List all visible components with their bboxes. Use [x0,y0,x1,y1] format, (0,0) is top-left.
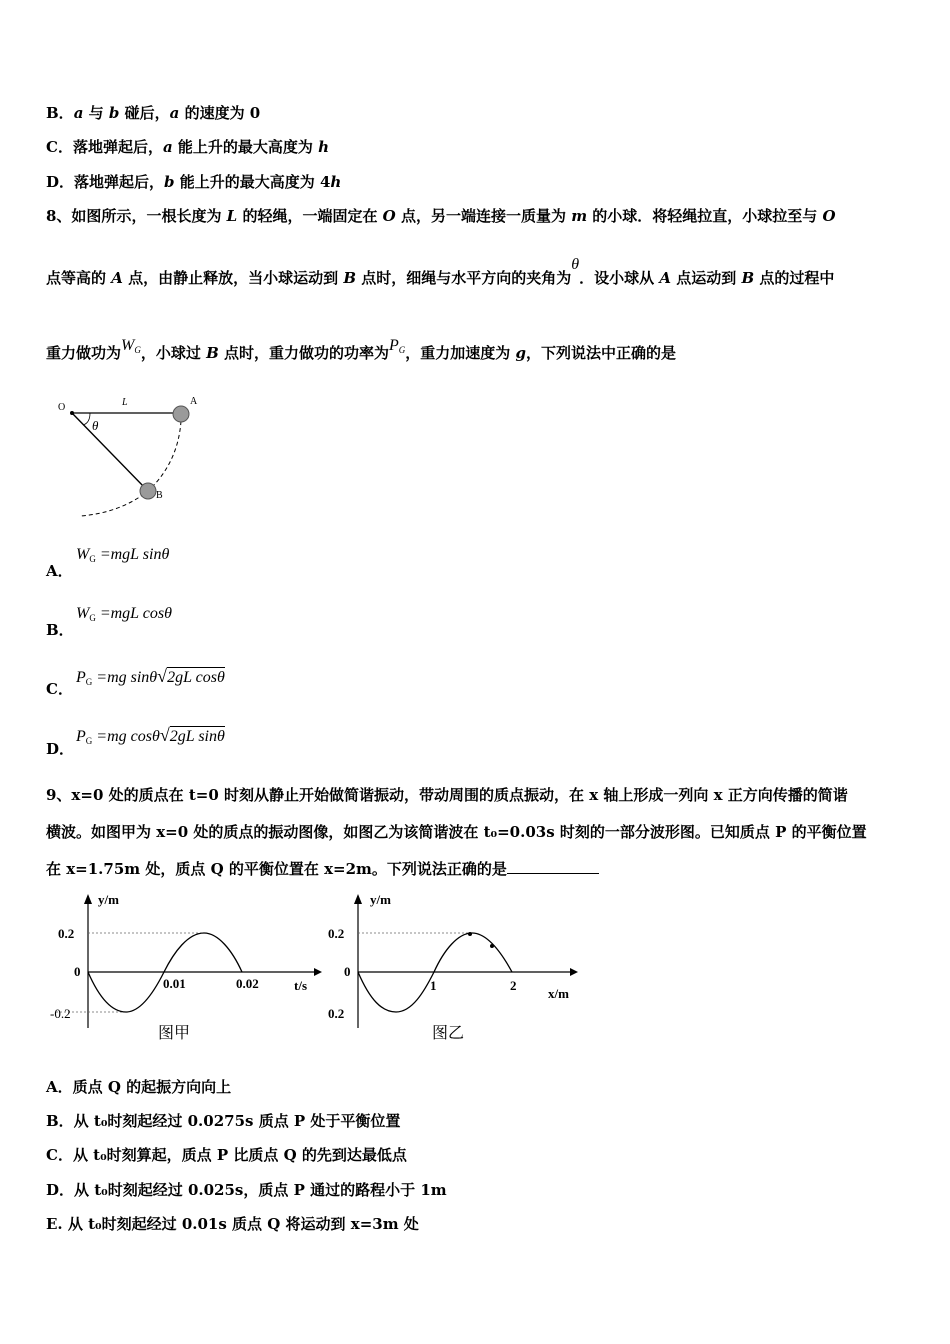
arc-trajectory [80,421,181,516]
pg-symbol: $P_G$ [389,337,406,355]
graph-yi [322,888,592,1048]
q7-option-b: B．a 与 b 碰后，a 的速度为 0 [46,104,261,122]
yi-y-bottom: 0.2 [328,1006,345,1021]
yi-x2: 2 [510,978,517,993]
jia-y-zero: 0 [74,964,81,979]
label-a: A [190,396,198,407]
graph-jia [46,888,336,1048]
jia-y-bottom: -0.2 [50,1006,71,1021]
jia-x1: 0.01 [163,976,186,991]
q9-option-e: E. 从 t₀时刻起经过 0.01s 质点 Q 将运动到 x=3m 处 [46,1215,419,1233]
jia-ylabel: y/m [98,892,119,907]
q9-option-d: D．从 t₀时刻起经过 0.025s，质点 P 通过的路程小于 1m [46,1181,447,1199]
wg-symbol: $W_G$ [121,337,141,355]
q8-stem-line3: 重力做功为$W_G$，小球过 B 点时，重力做功的功率为$P_G$，重力加速度为 g，下列说法中正确的是 [46,337,677,362]
point-p [468,932,472,936]
q8-option-a-formula: $W_G =mgL$ sinθ [76,546,170,564]
jia-xlabel: t/s [294,978,307,993]
q8-option-b-formula: $W_G =mgL$ cosθ [76,605,172,623]
q8-option-b-label: B． [46,621,74,639]
point-q [490,944,494,948]
yi-caption: 图乙 [432,1025,465,1042]
label-b: B [156,490,163,501]
q8-option-d-formula: $P_G =mg$ cosθ√2gL sinθ [76,725,225,746]
q9-option-c: C．从 t₀时刻算起，质点 P 比质点 Q 的先到达最低点 [46,1146,407,1164]
yi-y-zero: 0 [344,964,351,979]
answer-blank[interactable] [507,861,599,874]
y-axis-arrow [84,894,92,904]
ball-b [140,483,156,499]
pivot-point-o [70,411,74,415]
q8-option-c-formula: $P_G =mg$ sinθ√2gL cosθ [76,666,225,687]
label-theta: θ [92,418,99,433]
q7-option-c: C．落地弹起后，a 能上升的最大高度为 h [46,138,330,156]
jia-y-top: 0.2 [58,926,75,941]
t-axis-arrow [314,968,322,976]
q8-option-d-label: D． [46,740,75,758]
q7-option-d: D．落地弹起后，b 能上升的最大高度为 4h [46,173,342,191]
ball-a [173,406,189,422]
y-axis-arrow [354,894,362,904]
jia-caption: 图甲 [158,1025,191,1042]
yi-xlabel: x/m [548,986,569,1001]
yi-x1: 1 [430,978,437,993]
q8-stem-line1: 8、如图所示，一根长度为 L 的轻绳，一端固定在 O 点，另一端连接一质量为 m 的小球．将轻绳拉直，小球拉至与 O [46,207,836,225]
q8-option-c-label: C． [46,680,73,698]
yi-ylabel: y/m [370,892,391,907]
x-axis-arrow [570,968,578,976]
jia-x2: 0.02 [236,976,259,991]
angle-arc [83,413,90,425]
q8-stem-line2: 点等高的 A 点，由静止释放，当小球运动到 B 点时，细绳与水平方向的夹角为θ．设小球从 A 点运动到 B 点的过程中 [46,256,835,287]
label-l: L [122,397,128,408]
q9-stem-line2: 横波。如图甲为 x=0 处的质点的振动图像，如图乙为该简谐波在 t₀=0.03s 时刻的一部分波形图。已知质点 P 的平衡位置 [46,823,867,841]
q9-option-b: B．从 t₀时刻起经过 0.0275s 质点 P 处于平衡位置 [46,1112,401,1130]
q9-option-a: A．质点 Q 的起振方向向上 [46,1078,232,1096]
pendulum-figure [50,388,210,523]
label-o: O [58,402,66,413]
q8-option-a-label: A． [46,562,73,580]
q9-stem-line1: 9、x=0 处的质点在 t=0 时刻从静止开始做简谐振动，带动周围的质点振动，在 x 轴上形成一列向 x 正方向传播的简谐 [46,786,848,804]
yi-y-top: 0.2 [328,926,345,941]
q9-stem-line3: 在 x=1.75m 处，质点 Q 的平衡位置在 x=2m。下列说法正确的是 [46,858,599,879]
